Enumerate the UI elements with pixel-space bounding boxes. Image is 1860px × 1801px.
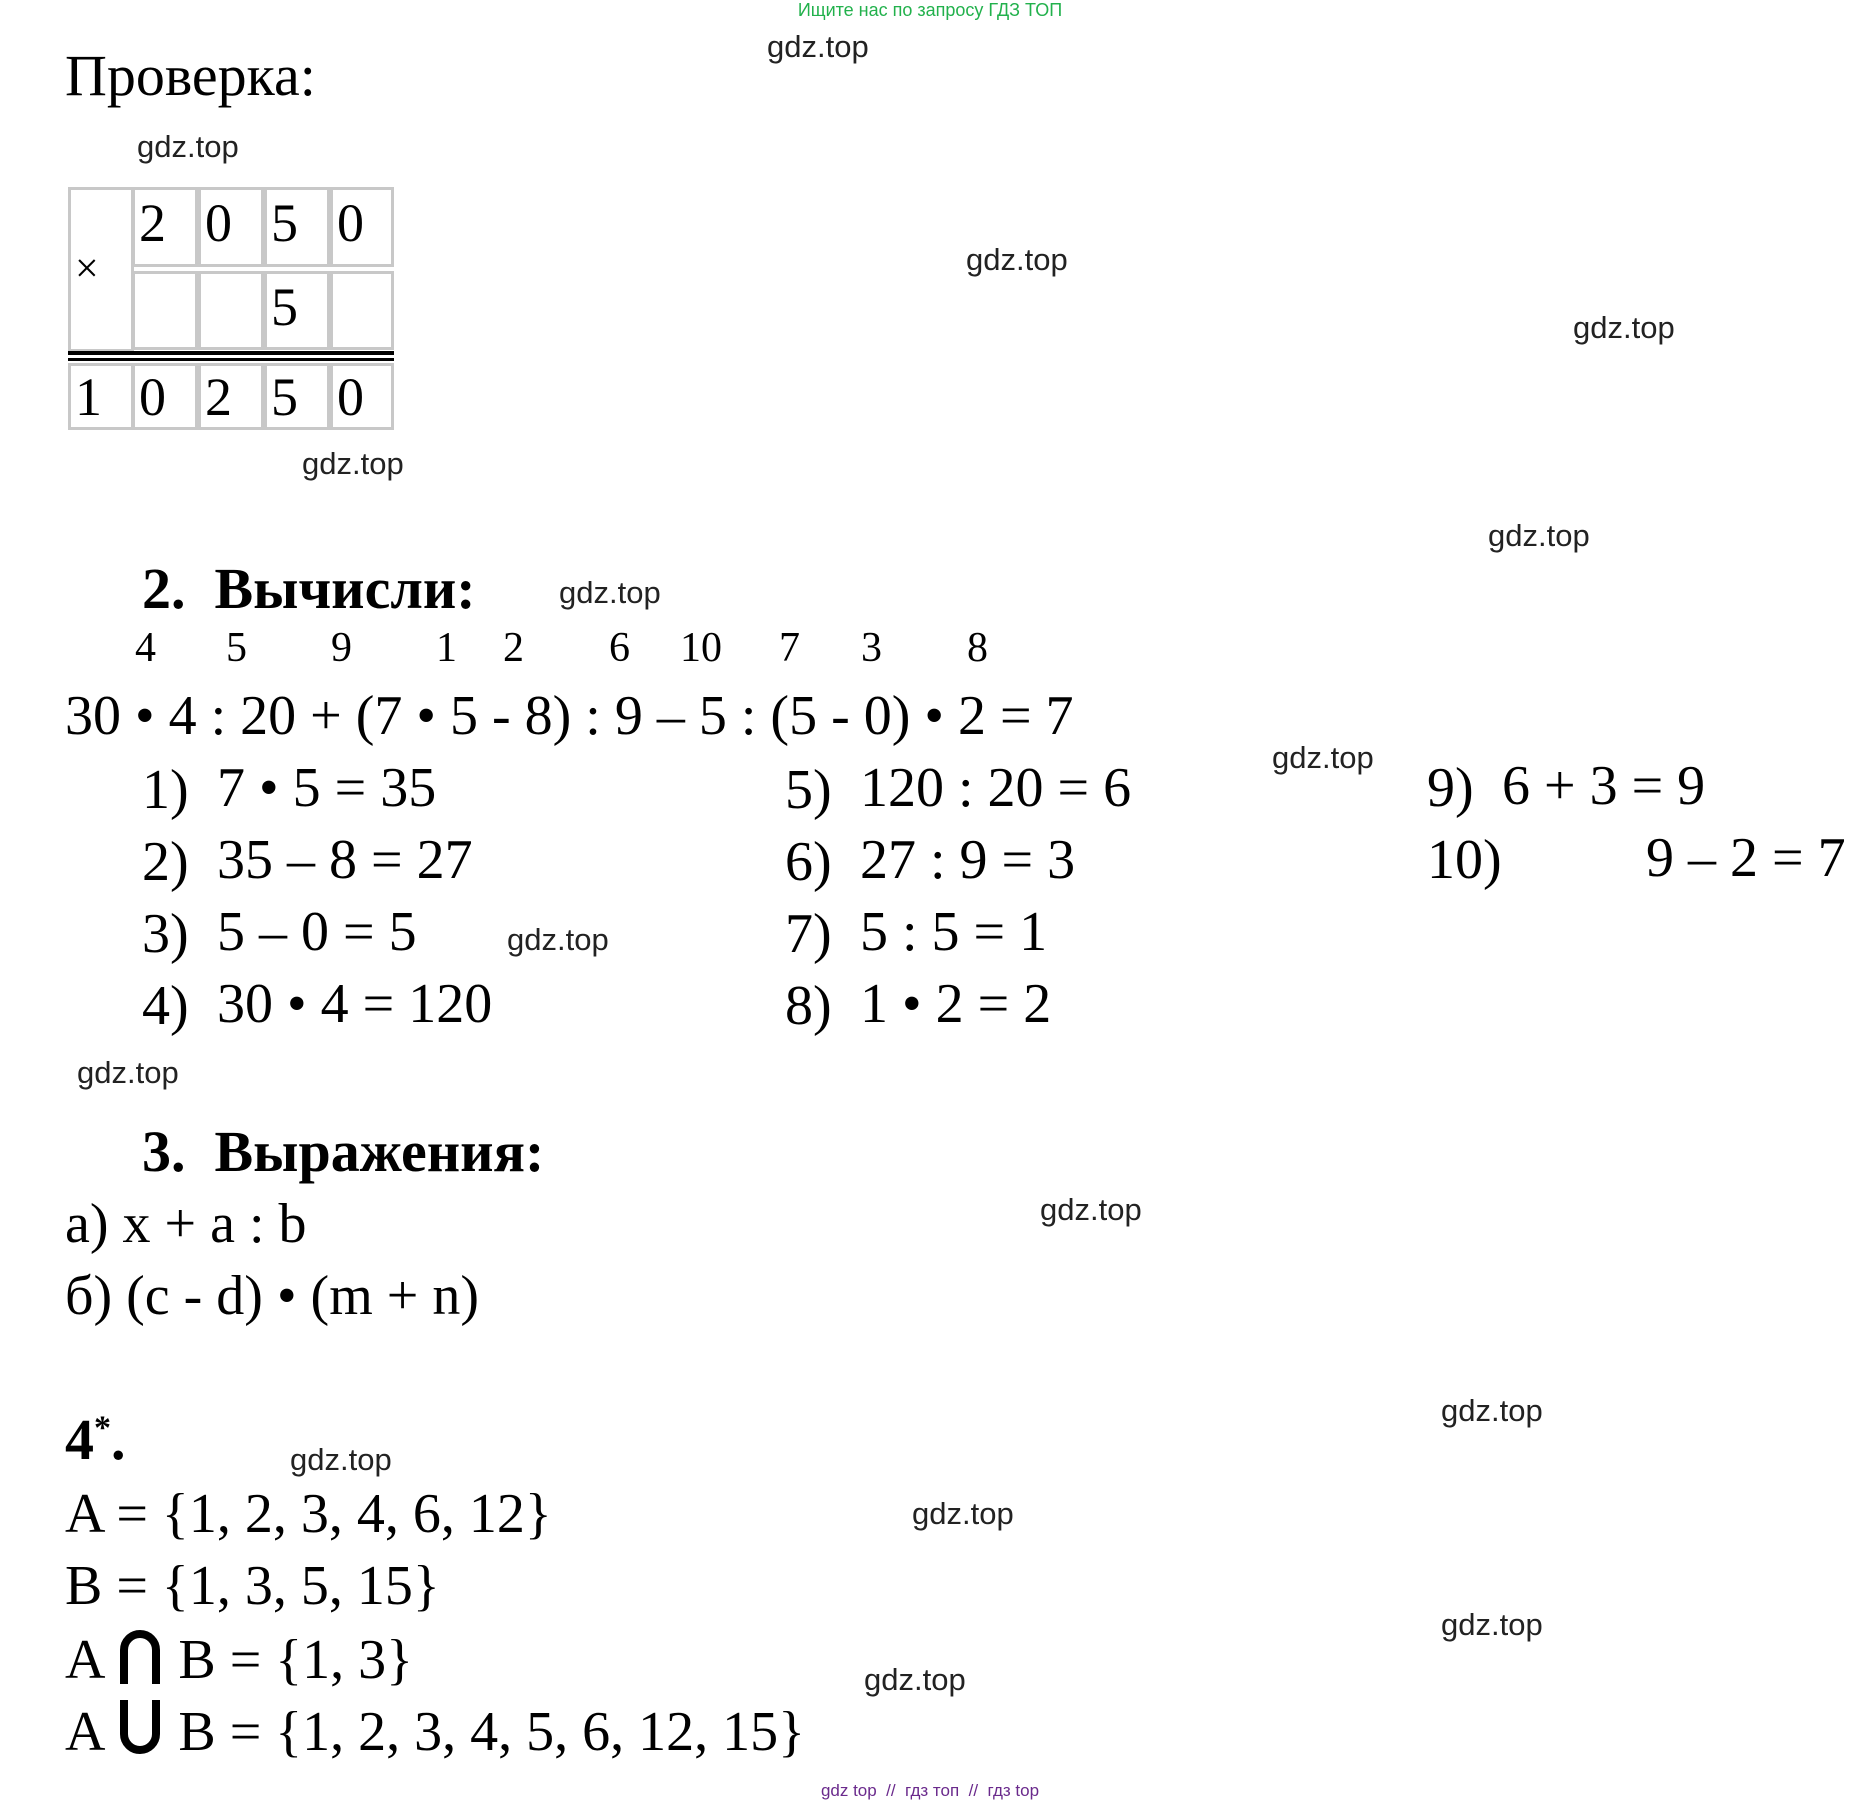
expression-b: б) (c - d) • (m + n)	[65, 1265, 479, 1327]
step-expression: 30 • 4 = 120	[217, 973, 493, 1035]
check-title: Проверка:	[65, 43, 316, 108]
multiplier-digit	[132, 271, 198, 350]
product-digit: 5	[264, 363, 330, 430]
result-line	[68, 351, 394, 355]
top-banner: Ищите нас по запросу ГДЗ ТОП	[797, 0, 1063, 20]
step-expression: 7 • 5 = 35	[217, 757, 437, 819]
watermark: gdz.top	[912, 1496, 1014, 1531]
step-number: 7)	[785, 903, 832, 965]
watermark: gdz.top	[1441, 1393, 1543, 1428]
task2-heading: 2. Вычисли:	[142, 556, 476, 621]
set-b: B = {1, 3, 5, 15}	[65, 1555, 440, 1617]
watermark: gdz.top	[1272, 740, 1374, 775]
order-number: 8	[967, 625, 988, 671]
multiplicand-digit: 2	[132, 187, 198, 267]
order-number: 7	[779, 625, 800, 671]
step-number: 2)	[142, 831, 189, 893]
union-line: A B = {1, 2, 3, 4, 5, 6, 12, 15}	[65, 1698, 805, 1764]
watermark: gdz.top	[1573, 310, 1675, 345]
watermark: gdz.top	[1441, 1607, 1543, 1642]
set-a: A = {1, 2, 3, 4, 6, 12}	[65, 1483, 552, 1545]
result-line	[68, 358, 394, 361]
watermark: gdz.top	[966, 242, 1068, 277]
step-expression: 1 • 2 = 2	[860, 973, 1052, 1035]
product-digit: 1	[68, 363, 134, 430]
order-number: 10	[680, 625, 722, 671]
watermark: gdz.top	[1488, 518, 1590, 553]
watermark: gdz.top	[77, 1055, 179, 1090]
task4-heading: 4*.	[65, 1407, 126, 1472]
order-number: 3	[861, 625, 882, 671]
multiplier-digit	[198, 271, 264, 350]
step-number: 4)	[142, 975, 189, 1037]
task3-heading: 3. Выражения:	[142, 1119, 545, 1184]
step-expression: 5 – 0 = 5	[217, 901, 417, 963]
step-expression: 5 : 5 = 1	[860, 901, 1048, 963]
step-expression: 27 : 9 = 3	[860, 829, 1076, 891]
intersection-line: A B = {1, 3}	[65, 1626, 413, 1692]
task2-expression: 30 • 4 : 20 + (7 • 5 - 8) : 9 – 5 : (5 - 0) • 2 = 7	[65, 685, 1074, 747]
watermark: gdz.top	[864, 1662, 966, 1697]
step-number: 5)	[785, 759, 832, 821]
order-number: 4	[135, 625, 156, 671]
multiplier-digit	[330, 271, 394, 350]
watermark: gdz.top	[767, 29, 869, 64]
multiplication-grid	[68, 187, 394, 430]
product-digit: 0	[330, 363, 394, 430]
step-number: 1)	[142, 759, 189, 821]
step-expression: 120 : 20 = 6	[860, 757, 1132, 819]
order-number: 1	[436, 625, 457, 671]
product-digit: 2	[198, 363, 264, 430]
step-expression: 9 – 2 = 7	[1646, 827, 1846, 889]
multiply-sign: ×	[75, 246, 99, 292]
step-number: 3)	[142, 903, 189, 965]
step-number: 10)	[1427, 829, 1502, 891]
watermark: gdz.top	[302, 446, 404, 481]
multiplicand-digit: 0	[330, 187, 394, 267]
step-number: 8)	[785, 975, 832, 1037]
union-icon	[116, 1698, 164, 1758]
footer: gdz top // гдз топ // гдз top	[820, 1781, 1040, 1800]
product-digit: 0	[132, 363, 198, 430]
watermark: gdz.top	[507, 922, 609, 957]
order-number: 2	[503, 625, 524, 671]
step-expression: 6 + 3 = 9	[1502, 755, 1706, 817]
step-number: 9)	[1427, 757, 1474, 819]
step-number: 6)	[785, 831, 832, 893]
multiplicand-digit: 0	[198, 187, 264, 267]
expression-a: а) x + a : b	[65, 1193, 307, 1255]
watermark: gdz.top	[1040, 1192, 1142, 1227]
operator-cell	[68, 187, 134, 352]
order-number: 5	[226, 625, 247, 671]
asterisk: *	[94, 1409, 111, 1447]
multiplier-digit: 5	[264, 271, 330, 350]
order-number: 9	[331, 625, 352, 671]
watermark: gdz.top	[290, 1442, 392, 1477]
watermark: gdz.top	[559, 575, 661, 610]
order-number: 6	[609, 625, 630, 671]
watermark: gdz.top	[137, 129, 239, 164]
intersection-icon	[116, 1626, 164, 1686]
step-expression: 35 – 8 = 27	[217, 829, 473, 891]
multiplicand-digit: 5	[264, 187, 330, 267]
